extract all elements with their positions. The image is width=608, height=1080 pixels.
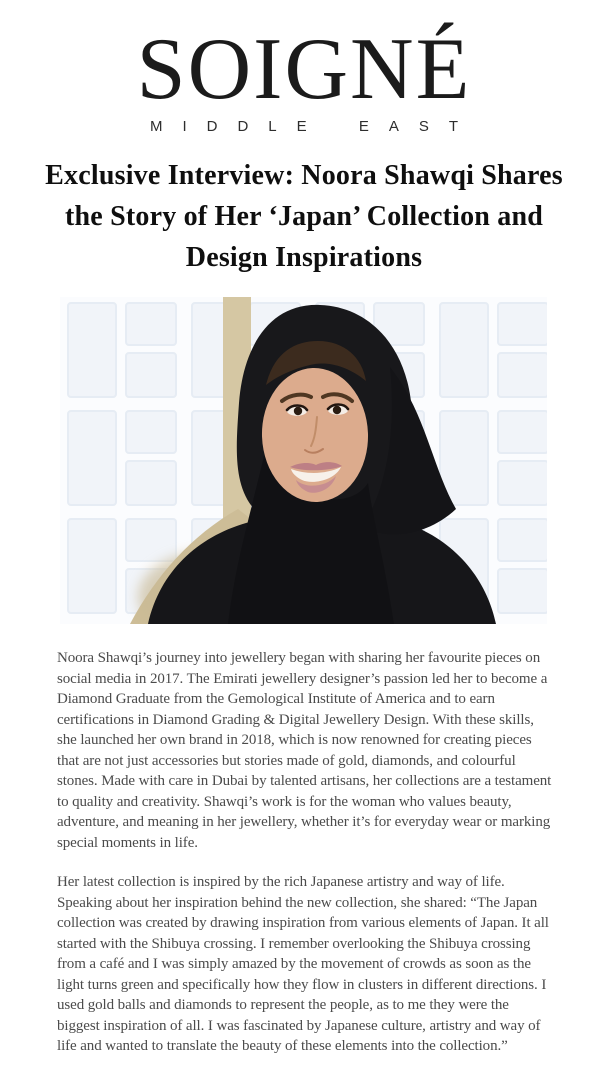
left-eye [287, 406, 307, 416]
right-eye [328, 405, 348, 415]
headline-line-1: Exclusive Interview: Noora Shawqi Shares [45, 160, 563, 191]
headline-line-3: Design Inspirations [185, 242, 423, 273]
article-photo [60, 297, 547, 624]
headline-line-2: the Story of Her ‘Japan’ Collection and [64, 201, 544, 232]
article-headline [14, 155, 594, 278]
article-paragraph-1: Noora Shawqi’s journey into jewellery began with sharing her favourite pieces on social media in 2017. The Emirati jewellery designer’s passion led her to become a Diamond Graduate from the Gemological Institute of America and to earn certifications in Diamond Grading & Digital Jewellery Design. With these skills, she launched her own brand in 2018, which is now renowned for creating pieces that are not just accessories but stories made of gold, diamonds, and colourful stones. Made with care in Dubai by talented artisans, her collections are a testament to quality and creativity. Shawqi’s work is for the woman who values beauty, adventure, and meaning in her jewellery, whether it’s for everyday wear or marking special moments in life. [57, 650, 552, 851]
magazine-subtitle: MIDDLE EAST [149, 118, 479, 135]
magazine-logo: SOIGNÉ [136, 21, 472, 118]
article-paragraph-2: Her latest collection is inspired by the rich Japanese artistry and way of life. Speaking about her inspiration behind the new collection, she shared: “The Japan collection was created by drawing inspiration from various elements of Japan. It all started with the Shibuya crossing. I remember overlooking the Shibuya crossing from a café and I was simply amazed by the movement of crowds as soon as the light turns green and specifically how they flow in clusters in different directions. I used gold balls and diamonds to represent the people, as to me they were the biggest inspiration of all. I was fascinated by Japanese culture, artistry and way of life and wanted to translate the beauty of these elements into the collection.” [57, 874, 549, 1054]
masthead [0, 0, 608, 135]
portrait-illustration [60, 297, 547, 624]
article-body [57, 648, 554, 1057]
